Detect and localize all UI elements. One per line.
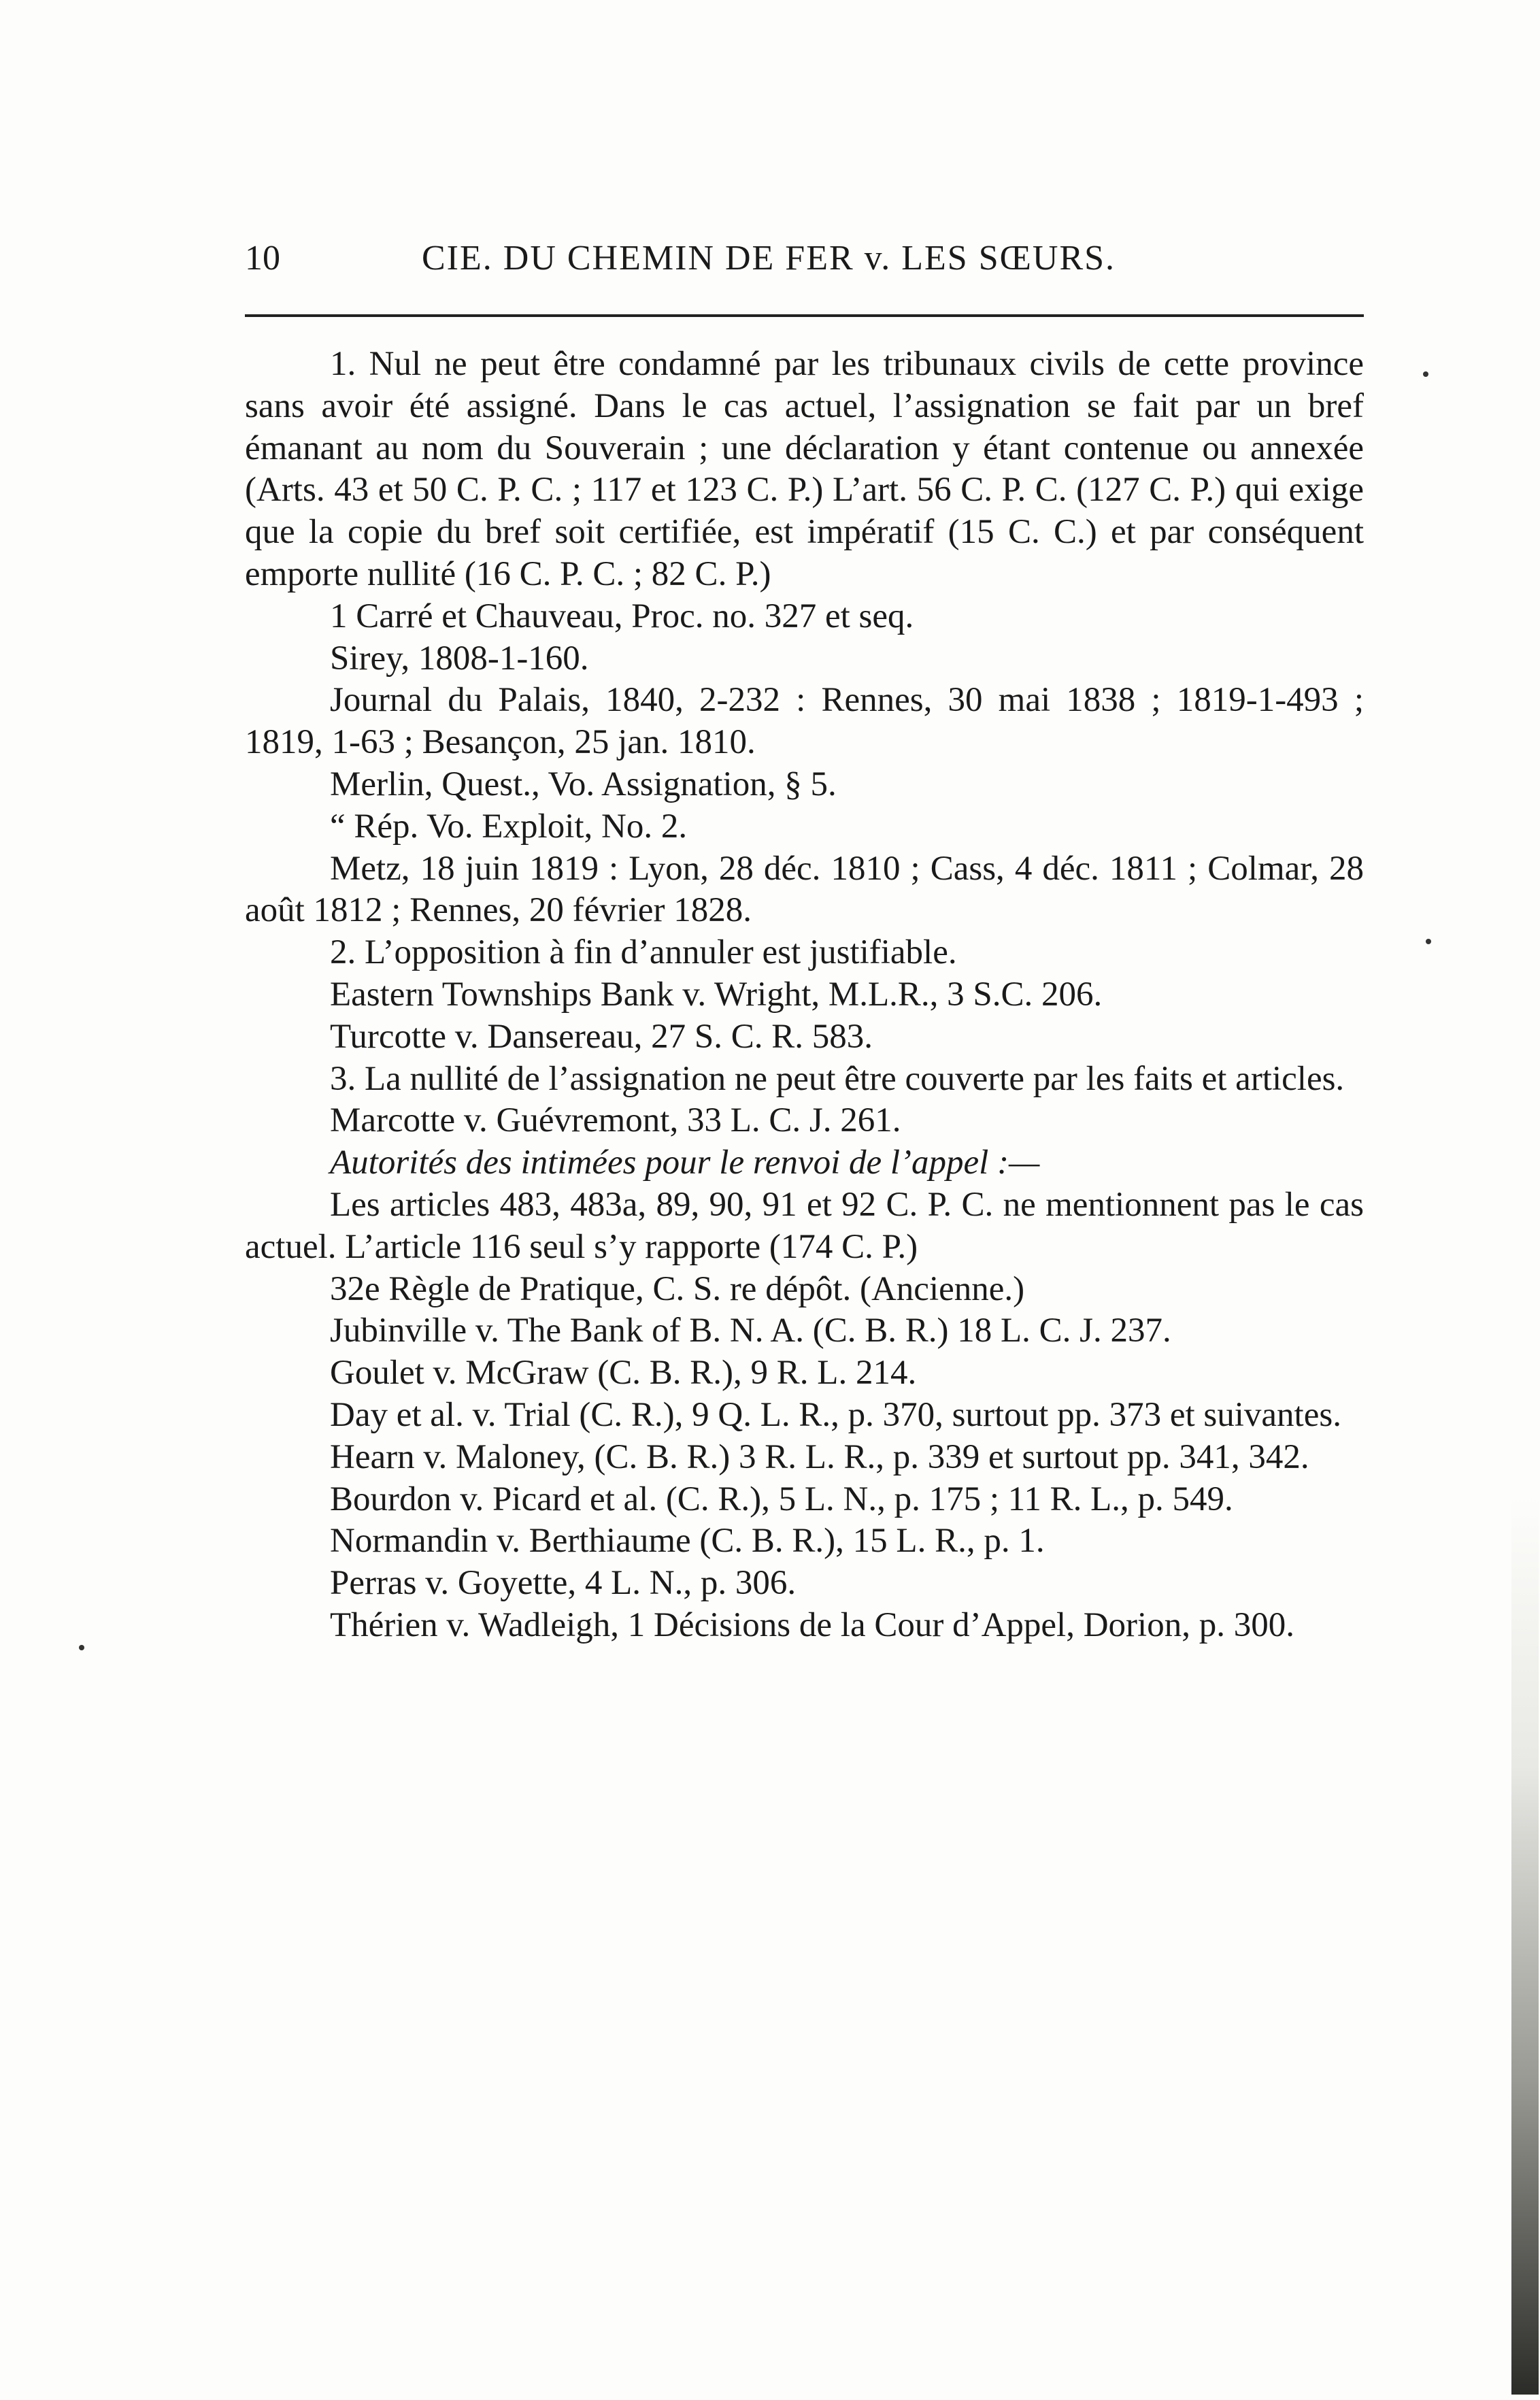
citation-marcotte: Marcotte v. Guévremont, 33 L. C. J. 261. (330, 1101, 901, 1140)
page-header (245, 238, 1367, 293)
citation-eastern-townships: Eastern Townships Bank v. Wright, M.L.R., 3 S.C. 206. (330, 975, 1103, 1014)
citation-normandin: Normandin v. Berthiaume (C. B. R.), 15 L. R., p. 1. (330, 1522, 1045, 1561)
citation-day: Day et al. v. Trial (C. R.), 9 Q. L. R., p. 370, surtout pp. 373 et suivantes. (330, 1395, 1341, 1434)
citation-jubinville: Jubinville v. The Bank of B. N. A. (C. B. R.) 18 L. C. J. 237. (330, 1312, 1171, 1350)
paragraph-2: 2. L’opposition à fin d’annuler est justifiable. (330, 933, 957, 972)
scanned-page-edge (1511, 1497, 1539, 2395)
page-number: 10 (245, 239, 280, 278)
citation-carre-chauveau: 1 Carré et Chauveau, Proc. no. 327 et seq. (330, 597, 914, 635)
scan-speck (79, 1645, 84, 1650)
paragraph-articles: Les articles 483, 483a, 89, 90, 91 et 92 C. P. C. ne mentionnent pas le cas actuel. L’article 116 seul s’y rapporte (174 C. P.) (245, 1185, 1364, 1266)
citation-merlin-rep: “ Rép. Vo. Exploit, No. 2. (330, 807, 688, 846)
citation-regle-pratique: 32e Règle de Pratique, C. S. re dépôt. (Ancienne.) (330, 1269, 1025, 1308)
citation-metz-lyon: Metz, 18 juin 1819 : Lyon, 28 déc. 1810 ; Cass, 4 déc. 1811 ; Colmar, 28 août 1812 ; Rennes, 20 février 1828. (245, 849, 1364, 930)
scan-speck (1426, 939, 1431, 944)
scan-speck (1423, 371, 1428, 377)
citation-goulet: Goulet v. McGraw (C. B. R.), 9 R. L. 214. (330, 1354, 917, 1393)
citation-journal-du-palais: Journal du Palais, 1840, 2-232 : Rennes, 30 mai 1838 ; 1819-1-493 ; 1819, 1-63 ; Besançon, 25 jan. 1810. (245, 681, 1364, 762)
paragraph-1: 1. Nul ne peut être condamné par les tribunaux civils de cette province sans avoir été assigné. Dans le cas actuel, l’assignation se fait par un bref émanant au nom du Souverain ; une déclaration y étant contenue ou annexée (Arts. 43 et 50 C. P. C. ; 117 et 123 C. P.) L’art. 56 C. P. C. (127 C. P.) qui exige que la copie du bref soit certifiée, est impératif (15 C. C.) et par conséquent emporte nullité (16 C. P. C. ; 82 C. P.) (245, 345, 1364, 593)
citation-sirey: Sirey, 1808-1-160. (330, 639, 589, 678)
citation-hearn: Hearn v. Maloney, (C. B. R.) 3 R. L. R., p. 339 et surtout pp. 341, 342. (330, 1437, 1309, 1476)
respondents-authorities-heading: Autorités des intimées pour le renvoi de l’appel :— (330, 1144, 1040, 1182)
citation-bourdon: Bourdon v. Picard et al. (C. R.), 5 L. N., p. 175 ; 11 R. L., p. 549. (330, 1480, 1233, 1518)
page-body (245, 344, 1364, 1647)
citation-merlin-quest: Merlin, Quest., Vo. Assignation, § 5. (330, 765, 837, 803)
citation-perras: Perras v. Goyette, 4 L. N., p. 306. (330, 1564, 797, 1603)
citation-therien: Thérien v. Wadleigh, 1 Décisions de la Cour d’Appel, Dorion, p. 300. (330, 1605, 1294, 1644)
citation-turcotte: Turcotte v. Dansereau, 27 S. C. R. 583. (330, 1017, 873, 1056)
paragraph-3: 3. La nullité de l’assignation ne peut être couverte par les faits et articles. (330, 1059, 1345, 1098)
header-rule (245, 314, 1364, 317)
running-title: CIE. DU CHEMIN DE FER v. LES SŒURS. (422, 239, 1116, 278)
